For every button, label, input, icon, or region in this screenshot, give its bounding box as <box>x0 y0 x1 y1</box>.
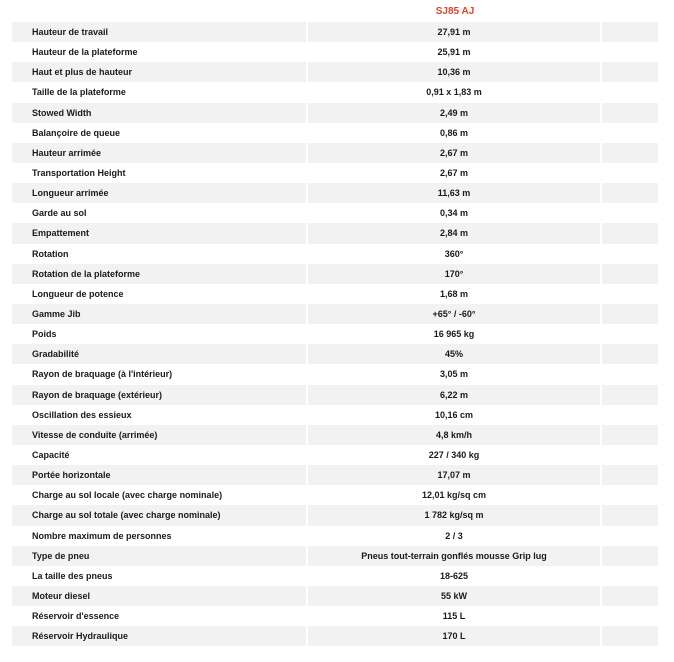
spec-label: Capacité <box>12 445 308 465</box>
spec-extra-cell <box>602 123 658 143</box>
spec-label: Rayon de braquage (à l'intérieur) <box>12 364 308 384</box>
table-row <box>12 505 658 525</box>
spec-label: Transportation Height <box>12 163 308 183</box>
spec-value: 2,49 m <box>308 103 602 123</box>
spec-label: Balançoire de queue <box>12 123 308 143</box>
spec-label: Rotation <box>12 244 308 264</box>
table-row <box>12 264 658 284</box>
spec-extra-cell <box>602 385 658 405</box>
table-row <box>12 465 658 485</box>
spec-label: Oscillation des essieux <box>12 405 308 425</box>
table-row <box>12 445 658 465</box>
spec-extra-cell <box>602 324 658 344</box>
table-header-row <box>12 0 658 22</box>
table-row <box>12 82 658 102</box>
spec-label: Taille de la plateforme <box>12 82 308 102</box>
table-row <box>12 62 658 82</box>
spec-value: 17,07 m <box>308 465 602 485</box>
spec-extra-cell <box>602 244 658 264</box>
table-row <box>12 22 658 42</box>
spec-label: Stowed Width <box>12 103 308 123</box>
spec-extra-cell <box>602 505 658 525</box>
spec-label: Hauteur de travail <box>12 22 308 42</box>
spec-value: 27,91 m <box>308 22 602 42</box>
spec-extra-cell <box>602 586 658 606</box>
spec-label: Rotation de la plateforme <box>12 264 308 284</box>
spec-table <box>12 0 658 646</box>
spec-label: Type de pneu <box>12 546 308 566</box>
table-row <box>12 586 658 606</box>
spec-label: Garde au sol <box>12 203 308 223</box>
spec-value: 16 965 kg <box>308 324 602 344</box>
spec-label: Charge au sol locale (avec charge nominale) <box>12 485 308 505</box>
spec-label: Hauteur arrimée <box>12 143 308 163</box>
spec-value: 55 kW <box>308 586 602 606</box>
spec-extra-cell <box>602 526 658 546</box>
table-row <box>12 304 658 324</box>
table-row <box>12 626 658 646</box>
table-row <box>12 183 658 203</box>
spec-value: 227 / 340 kg <box>308 445 602 465</box>
table-body <box>12 22 658 646</box>
spec-label: Nombre maximum de personnes <box>12 526 308 546</box>
spec-label: Hauteur de la plateforme <box>12 42 308 62</box>
table-row <box>12 364 658 384</box>
spec-value: 170 L <box>308 626 602 646</box>
spec-label: Réservoir Hydraulique <box>12 626 308 646</box>
spec-value: 360° <box>308 244 602 264</box>
table-row <box>12 425 658 445</box>
table-row <box>12 526 658 546</box>
spec-label: Moteur diesel <box>12 586 308 606</box>
spec-extra-cell <box>602 546 658 566</box>
spec-extra-cell <box>602 304 658 324</box>
table-row <box>12 344 658 364</box>
spec-extra-cell <box>602 344 658 364</box>
spec-label: Gamme Jib <box>12 304 308 324</box>
spec-extra-cell <box>602 566 658 586</box>
spec-label: Portée horizontale <box>12 465 308 485</box>
table-row <box>12 143 658 163</box>
spec-extra-cell <box>602 445 658 465</box>
spec-label: Vitesse de conduite (arrimée) <box>12 425 308 445</box>
spec-value: 4,8 km/h <box>308 425 602 445</box>
spec-label: Poids <box>12 324 308 344</box>
spec-value: 0,34 m <box>308 203 602 223</box>
spec-value: 2,67 m <box>308 163 602 183</box>
spec-label: Haut et plus de hauteur <box>12 62 308 82</box>
spec-extra-cell <box>602 284 658 304</box>
spec-value: 11,63 m <box>308 183 602 203</box>
spec-extra-cell <box>602 264 658 284</box>
spec-label: Longueur arrimée <box>12 183 308 203</box>
spec-extra-cell <box>602 223 658 243</box>
spec-extra-cell <box>602 163 658 183</box>
table-row <box>12 42 658 62</box>
spec-value: 2,67 m <box>308 143 602 163</box>
spec-extra-cell <box>602 143 658 163</box>
spec-label: Empattement <box>12 223 308 243</box>
table-row <box>12 385 658 405</box>
spec-value: Pneus tout-terrain gonflés mousse Grip lug <box>308 546 602 566</box>
spec-value: 115 L <box>308 606 602 626</box>
spec-label: Réservoir d'essence <box>12 606 308 626</box>
table-row <box>12 123 658 143</box>
spec-extra-cell <box>602 82 658 102</box>
spec-value: 18-625 <box>308 566 602 586</box>
spec-extra-cell <box>602 626 658 646</box>
spec-value: 10,16 cm <box>308 405 602 425</box>
table-row <box>12 324 658 344</box>
spec-value: 10,36 m <box>308 62 602 82</box>
spec-label: Charge au sol totale (avec charge nominale) <box>12 505 308 525</box>
spec-extra-cell <box>602 465 658 485</box>
spec-value: 2,84 m <box>308 223 602 243</box>
spec-extra-cell <box>602 405 658 425</box>
spec-label: Rayon de braquage (extérieur) <box>12 385 308 405</box>
spec-extra-cell <box>602 103 658 123</box>
spec-label: Gradabilité <box>12 344 308 364</box>
spec-value: +65° / -60° <box>308 304 602 324</box>
table-row <box>12 284 658 304</box>
spec-value: 1,68 m <box>308 284 602 304</box>
spec-value: 45% <box>308 344 602 364</box>
spec-extra-cell <box>602 425 658 445</box>
spec-value: 3,05 m <box>308 364 602 384</box>
table-row <box>12 405 658 425</box>
model-header: SJ85 AJ <box>435 5 475 17</box>
spec-extra-cell <box>602 485 658 505</box>
spec-extra-cell <box>602 364 658 384</box>
spec-extra-cell <box>602 203 658 223</box>
table-row <box>12 223 658 243</box>
spec-value: 6,22 m <box>308 385 602 405</box>
spec-extra-cell <box>602 62 658 82</box>
table-row <box>12 546 658 566</box>
spec-extra-cell <box>602 22 658 42</box>
spec-extra-cell <box>602 42 658 62</box>
spec-value: 0,86 m <box>308 123 602 143</box>
table-row <box>12 566 658 586</box>
table-row <box>12 203 658 223</box>
spec-extra-cell <box>602 183 658 203</box>
table-row <box>12 244 658 264</box>
table-row <box>12 485 658 505</box>
spec-value: 2 / 3 <box>308 526 602 546</box>
spec-label: La taille des pneus <box>12 566 308 586</box>
table-row <box>12 163 658 183</box>
spec-value: 25,91 m <box>308 42 602 62</box>
table-row <box>12 606 658 626</box>
spec-value: 0,91 x 1,83 m <box>308 82 602 102</box>
spec-extra-cell <box>602 606 658 626</box>
spec-label: Longueur de potence <box>12 284 308 304</box>
spec-value: 1 782 kg/sq m <box>308 505 602 525</box>
spec-value: 12,01 kg/sq cm <box>308 485 602 505</box>
table-row <box>12 103 658 123</box>
spec-value: 170° <box>308 264 602 284</box>
